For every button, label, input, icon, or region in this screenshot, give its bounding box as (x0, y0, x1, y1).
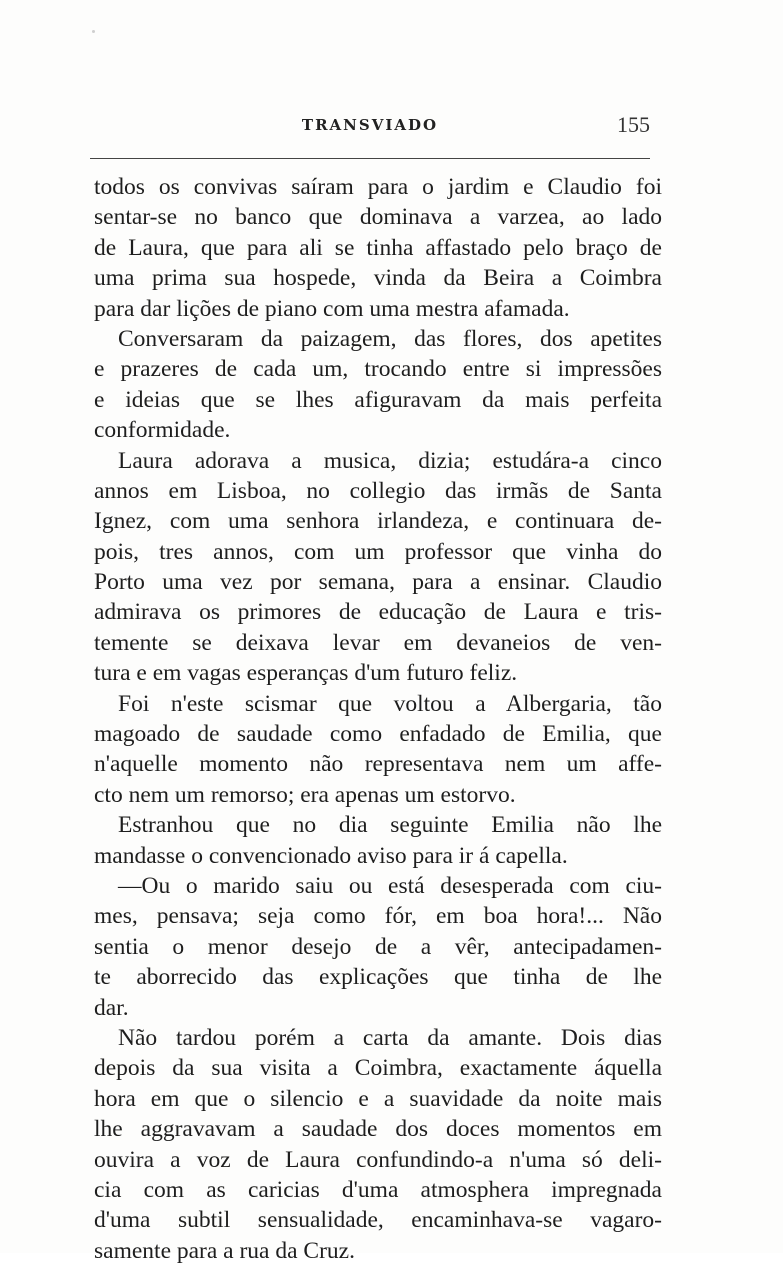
text-line: todos os convivas saíram para o jardim e Claudio foi (94, 174, 662, 200)
running-head (90, 112, 650, 142)
text-line: Não tardou porém a carta da amante. Dois dias (118, 1024, 662, 1051)
text-line: conformidade. (94, 417, 231, 444)
text-line: —Ou o marido saiu ou está desesperada com ciu- (118, 872, 662, 899)
text-line: mandasse o convencionado aviso para ir á capella. (94, 842, 568, 869)
page-number: 155 (617, 112, 650, 137)
text-line: para dar lições de piano com uma mestra afamada. (94, 295, 570, 322)
text-line: magoado de saudade como enfadado de Emilia, que (94, 721, 662, 748)
text-line: Estranhou que no dia seguinte Emilia não lhe (118, 812, 662, 839)
header-rule (90, 158, 650, 159)
text-line: lhe aggravavam a saudade dos doces momentos em (94, 1116, 662, 1143)
text-line: d'uma subtil sensualidade, encaminhava-se vagaro- (94, 1207, 662, 1234)
text-line: depois da sua visita a Coimbra, exactamente áquella (94, 1055, 662, 1082)
text-line: sentia o menor desejo de a vêr, antecipadamen- (94, 933, 662, 960)
text-line: uma prima sua hospede, vinda da Beira a Coimbra (94, 265, 662, 292)
text-line: hora em que o silencio e a suavidade da noite mais (94, 1085, 662, 1112)
body-text (94, 172, 662, 1266)
text-line: cto nem um remorso; era apenas um estorvo. (94, 781, 516, 808)
text-line: temente se deixava levar em devaneios de ven- (94, 629, 662, 656)
text-line: Ignez, com uma senhora irlandeza, e continuara de- (94, 508, 662, 535)
text-line: n'aquelle momento não representava nem um affe- (94, 751, 662, 778)
text-line: de Laura, que para ali se tinha affastado pelo braço de (94, 234, 662, 261)
paper-speck (92, 30, 95, 33)
text-line: samente para a rua da Cruz. (94, 1237, 355, 1264)
text-line: annos em Lisboa, no collegio das irmãs de Santa (94, 477, 662, 504)
text-line: te aborrecido das explicações que tinha de lhe (94, 964, 662, 991)
text-line: mes, pensava; seja como fór, em boa hora!... Não (94, 903, 662, 930)
text-line: ouvira a voz de Laura confundindo-a n'uma só deli- (94, 1146, 662, 1173)
text-line: e prazeres de cada um, trocando entre si impressões (94, 356, 662, 383)
text-line: sentar-se no banco que dominava a varzea, ao lado (94, 204, 662, 231)
running-title: TRANSVIADO (301, 116, 439, 134)
text-line: Laura adorava a musica, dizia; estudára-a cinco (118, 447, 662, 474)
text-line: Conversaram da paizagem, das flores, dos apetites (118, 325, 662, 352)
text-line: dar. (94, 994, 129, 1021)
text-line: tura e em vagas esperanças d'um futuro feliz. (94, 660, 518, 687)
text-line: Foi n'este scismar que voltou a Albergaria, tão (118, 690, 662, 717)
text-line: pois, tres annos, com um professor que vinha do (94, 538, 662, 565)
text-line: admirava os primores de educação de Laura e tris- (94, 599, 662, 626)
text-line: Porto uma vez por semana, para a ensinar. Claudio (94, 569, 662, 596)
text-line: e ideias que se lhes afiguravam da mais perfeita (94, 386, 662, 413)
text-line: cia com as caricias d'uma atmosphera impregnada (94, 1176, 662, 1203)
